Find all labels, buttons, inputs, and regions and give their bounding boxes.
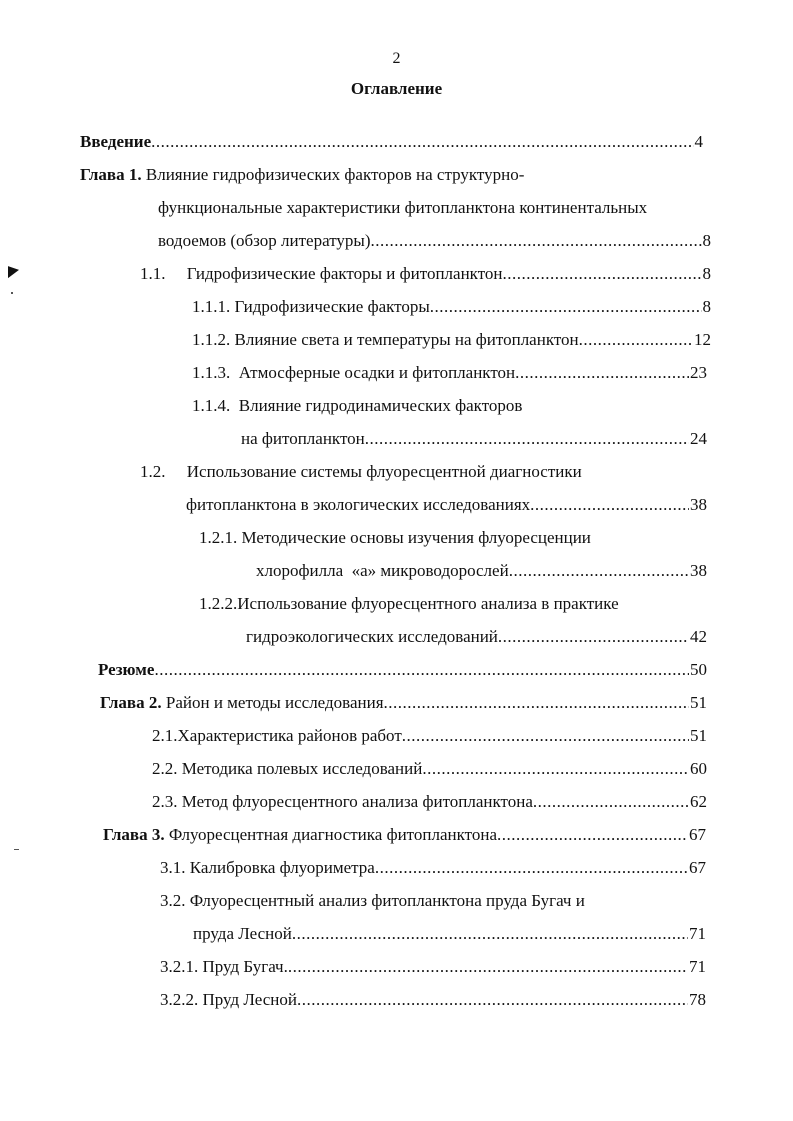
toc-entry-1-2-1: 1.2.1. Методические основы изучения флуоресценции — [199, 528, 591, 547]
toc-entry-1-1-4: 1.1.4. Влияние гидродинамических факторов — [192, 396, 523, 415]
toc-entry-1-2: 1.2. Использование системы флуоресцентной диагностики — [140, 462, 582, 481]
toc-entry-1-1: 1.1. Гидрофизические факторы и фитопланктон ..... 8 — [140, 263, 711, 285]
toc-entry-3-2-1: 3.2.1. Пруд Бугач. ..... 71 — [160, 956, 706, 978]
toc-entry-chapter1-end: водоемов (обзор литературы) ..... 8 — [158, 230, 711, 252]
toc-entry-1-2-end: фитопланктона в экологических исследованиях ..... 38 — [186, 494, 707, 516]
toc-entry-1-1-4-end: на фитопланктон ..... 24 — [241, 428, 707, 450]
toc-entry-chapter1: Глава 1. Влияние гидрофизических факторов на структурно- — [80, 165, 525, 184]
toc-entry-2-2: 2.2. Методика полевых исследований ..... 60 — [152, 758, 707, 780]
toc-entry-1-1-1: 1.1.1. Гидрофизические факторы ..... 8 — [192, 296, 711, 318]
toc-entry-1-1-3: 1.1.3. Атмосферные осадки и фитопланктон ..... 23 — [192, 362, 707, 384]
toc-entry-1-2-2-end: гидроэкологических исследований ..... 42 — [246, 626, 707, 648]
toc-entry-summary: Резюме ..... 50 — [98, 659, 707, 681]
toc-entry-intro: Введение ..... 4 — [80, 131, 703, 153]
toc-entry-chapter1-cont: функциональные характеристики фитопланктона континентальных — [158, 198, 648, 217]
toc-entry-chapter3: Глава 3. Флуоресцентная диагностика фитопланктона ..... 67 — [103, 824, 706, 846]
toc-entry-3-1: 3.1. Калибровка флуориметра ..... 67 — [160, 857, 706, 879]
toc-entry-1-2-2: 1.2.2.Использование флуоресцентного анализа в практике — [199, 594, 619, 613]
toc-entry-1-1-2: 1.1.2. Влияние света и температуры на фитопланктон ..... 12 — [192, 329, 711, 351]
toc-entry-3-2: 3.2. Флуоресцентный анализ фитопланктона пруда Бугач и — [160, 891, 585, 910]
toc-entry-2-3: 2.3. Метод флуоресцентного анализа фитопланктона ..... 62 — [152, 791, 707, 813]
scan-speck — [11, 292, 13, 294]
scan-speck — [14, 849, 19, 850]
toc-entry-chapter2: Глава 2. Район и методы исследования ..... 51 — [100, 692, 707, 714]
page-number: 2 — [392, 50, 401, 67]
toc-entry-1-2-1-end: хлорофилла «а» микроводорослей ..... 38 — [256, 560, 707, 582]
toc-entry-2-1: 2.1.Характеристика районов работ ..... 51 — [152, 725, 707, 747]
toc-title: Оглавление — [350, 79, 443, 98]
toc-entry-3-2-end: пруда Лесной ..... 71 — [193, 923, 706, 945]
toc-entry-3-2-2: 3.2.2. Пруд Лесной ..... 78 — [160, 989, 706, 1011]
scan-margin-mark — [8, 264, 19, 278]
